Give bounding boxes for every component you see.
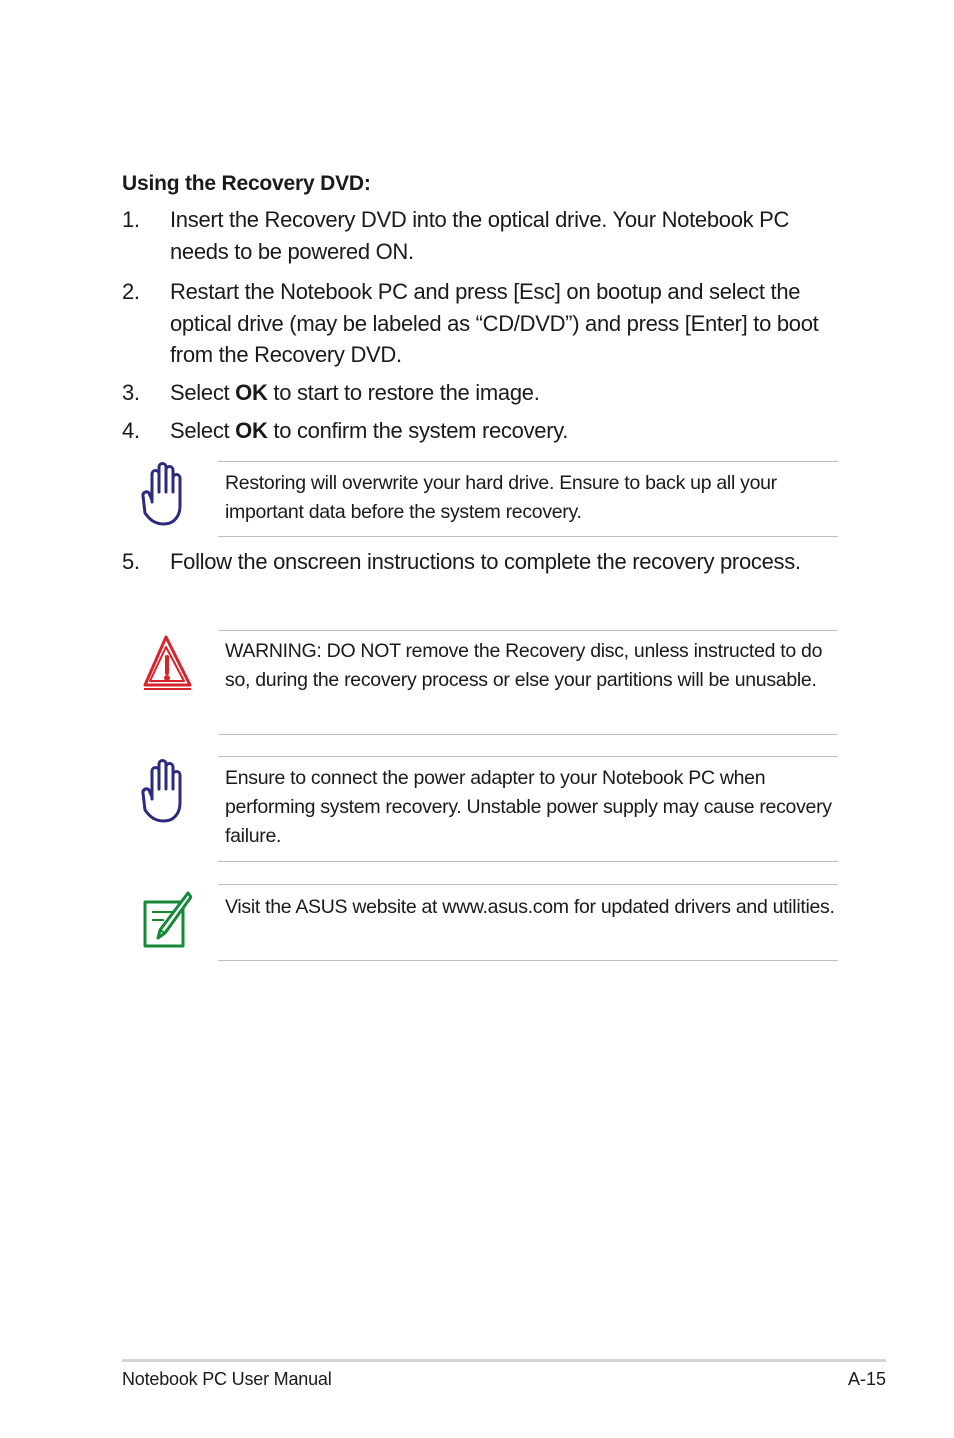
step-5 (122, 546, 842, 578)
note-pencil-icon (142, 890, 192, 955)
step-3 (122, 377, 842, 409)
footer-divider (122, 1359, 886, 1362)
step-text: Restart the Notebook PC and press [Esc] on bootup and select the optical drive (may be labeled as “CD/DVD”) and press [Enter] to boot from the Recovery DVD. (170, 279, 819, 367)
step-text: Follow the onscreen instructions to complete the recovery process. (170, 549, 801, 574)
tip-note (218, 884, 838, 961)
footer-page-number: A-15 (847, 1369, 886, 1389)
step-number: 4. (122, 418, 140, 443)
step-text: Select OK to start to restore the image. (170, 380, 540, 405)
step-number: 1. (122, 207, 140, 232)
step-number: 2. (122, 279, 140, 304)
caution-hand-icon (140, 462, 188, 533)
step-number: 3. (122, 380, 140, 405)
step-2 (122, 276, 842, 371)
ok-label: OK (235, 380, 268, 405)
step-number: 5. (122, 549, 140, 574)
step-1 (122, 204, 842, 267)
warning-triangle-icon (140, 633, 194, 698)
ok-label: OK (235, 418, 268, 443)
note-text: Ensure to connect the power adapter to your Notebook PC when performing system recovery. Unstable power supply may cause recovery failure. (225, 767, 832, 847)
section-heading: Using the Recovery DVD: (122, 172, 371, 195)
warning-note (218, 630, 838, 735)
note-text: Visit the ASUS website at www.asus.com for updated drivers and utilities. (225, 896, 835, 918)
caution-note (218, 461, 838, 537)
step-4 (122, 415, 842, 447)
note-text: Restoring will overwrite your hard drive. Ensure to back up all your important data before the system recovery. (225, 472, 777, 523)
caution-hand-icon (140, 759, 188, 830)
footer-manual-title: Notebook PC User Manual (122, 1369, 332, 1389)
note-text: WARNING: DO NOT remove the Recovery disc, unless instructed to do so, during the recovery process or else your partitions will be unusable. (225, 640, 823, 691)
step-text: Select OK to confirm the system recovery. (170, 418, 569, 443)
caution-note (218, 756, 838, 862)
step-text: Insert the Recovery DVD into the optical drive. Your Notebook PC needs to be powered ON. (170, 207, 790, 264)
